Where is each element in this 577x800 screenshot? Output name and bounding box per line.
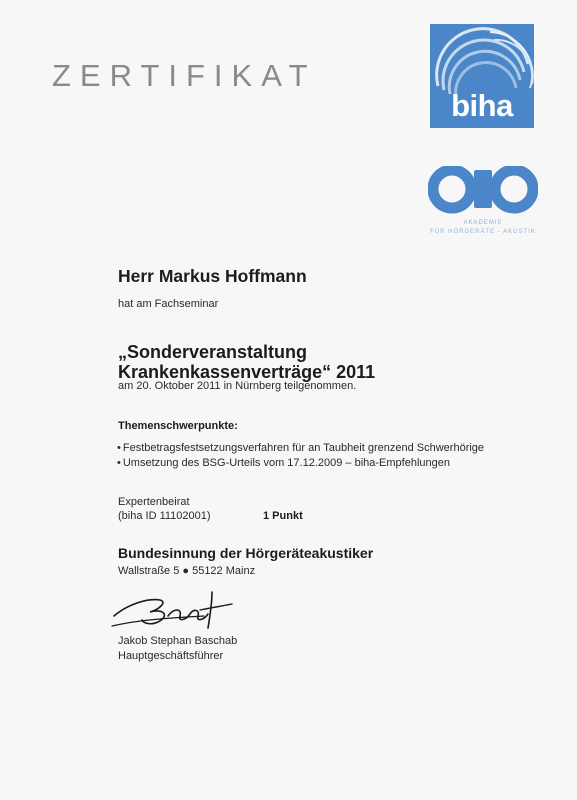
- event-title-line1: „Sonderveranstaltung: [118, 342, 308, 362]
- issuer-organization: Bundesinnung der Hörgeräteakustiker: [118, 545, 374, 561]
- list-item: • Festbetragsfestsetzungsverfahren für an Taubheit grenzend Schwerhörige: [117, 442, 485, 454]
- signatory-name: Jakob Stephan Baschab: [118, 635, 238, 647]
- academy-logo-line1: AKADEMIE: [463, 220, 503, 226]
- credit-id: (biha ID 11102001): [118, 510, 211, 522]
- issuer-address: Wallstraße 5 ● 55122 Mainz: [118, 565, 256, 577]
- biha-logo-text: biha: [451, 88, 513, 123]
- biha-logo: [430, 24, 534, 128]
- bullet-icon: •: [117, 457, 121, 469]
- credit-points: 1 Punkt: [263, 510, 303, 522]
- topics-list: [117, 441, 484, 471]
- signature-image: [108, 586, 238, 634]
- signatory-role: Hauptgeschäftsführer: [118, 650, 224, 662]
- event-title: [118, 342, 375, 382]
- academy-logo-line2: FÜR HÖRGERÄTE - AKUSTIK: [430, 229, 536, 235]
- academy-logo: [428, 166, 538, 238]
- event-title-line2: Krankenkassenverträge“ 2011: [118, 362, 376, 382]
- academy-logo-mark: [428, 166, 538, 218]
- event-details: am 20. Oktober 2011 in Nürnberg teilgenommen.: [118, 380, 357, 392]
- credit-board: Expertenbeirat: [118, 496, 190, 508]
- certificate-title: ZERTIFIKAT: [52, 58, 317, 93]
- recipient-intro: hat am Fachseminar: [118, 298, 219, 310]
- recipient-name: Herr Markus Hoffmann: [118, 266, 307, 286]
- list-item: • Umsetzung des BSG-Urteils vom 17.12.2009 – biha-Empfehlungen: [117, 457, 450, 469]
- bullet-icon: •: [117, 442, 121, 454]
- topics-heading: Themenschwerpunkte:: [118, 420, 238, 432]
